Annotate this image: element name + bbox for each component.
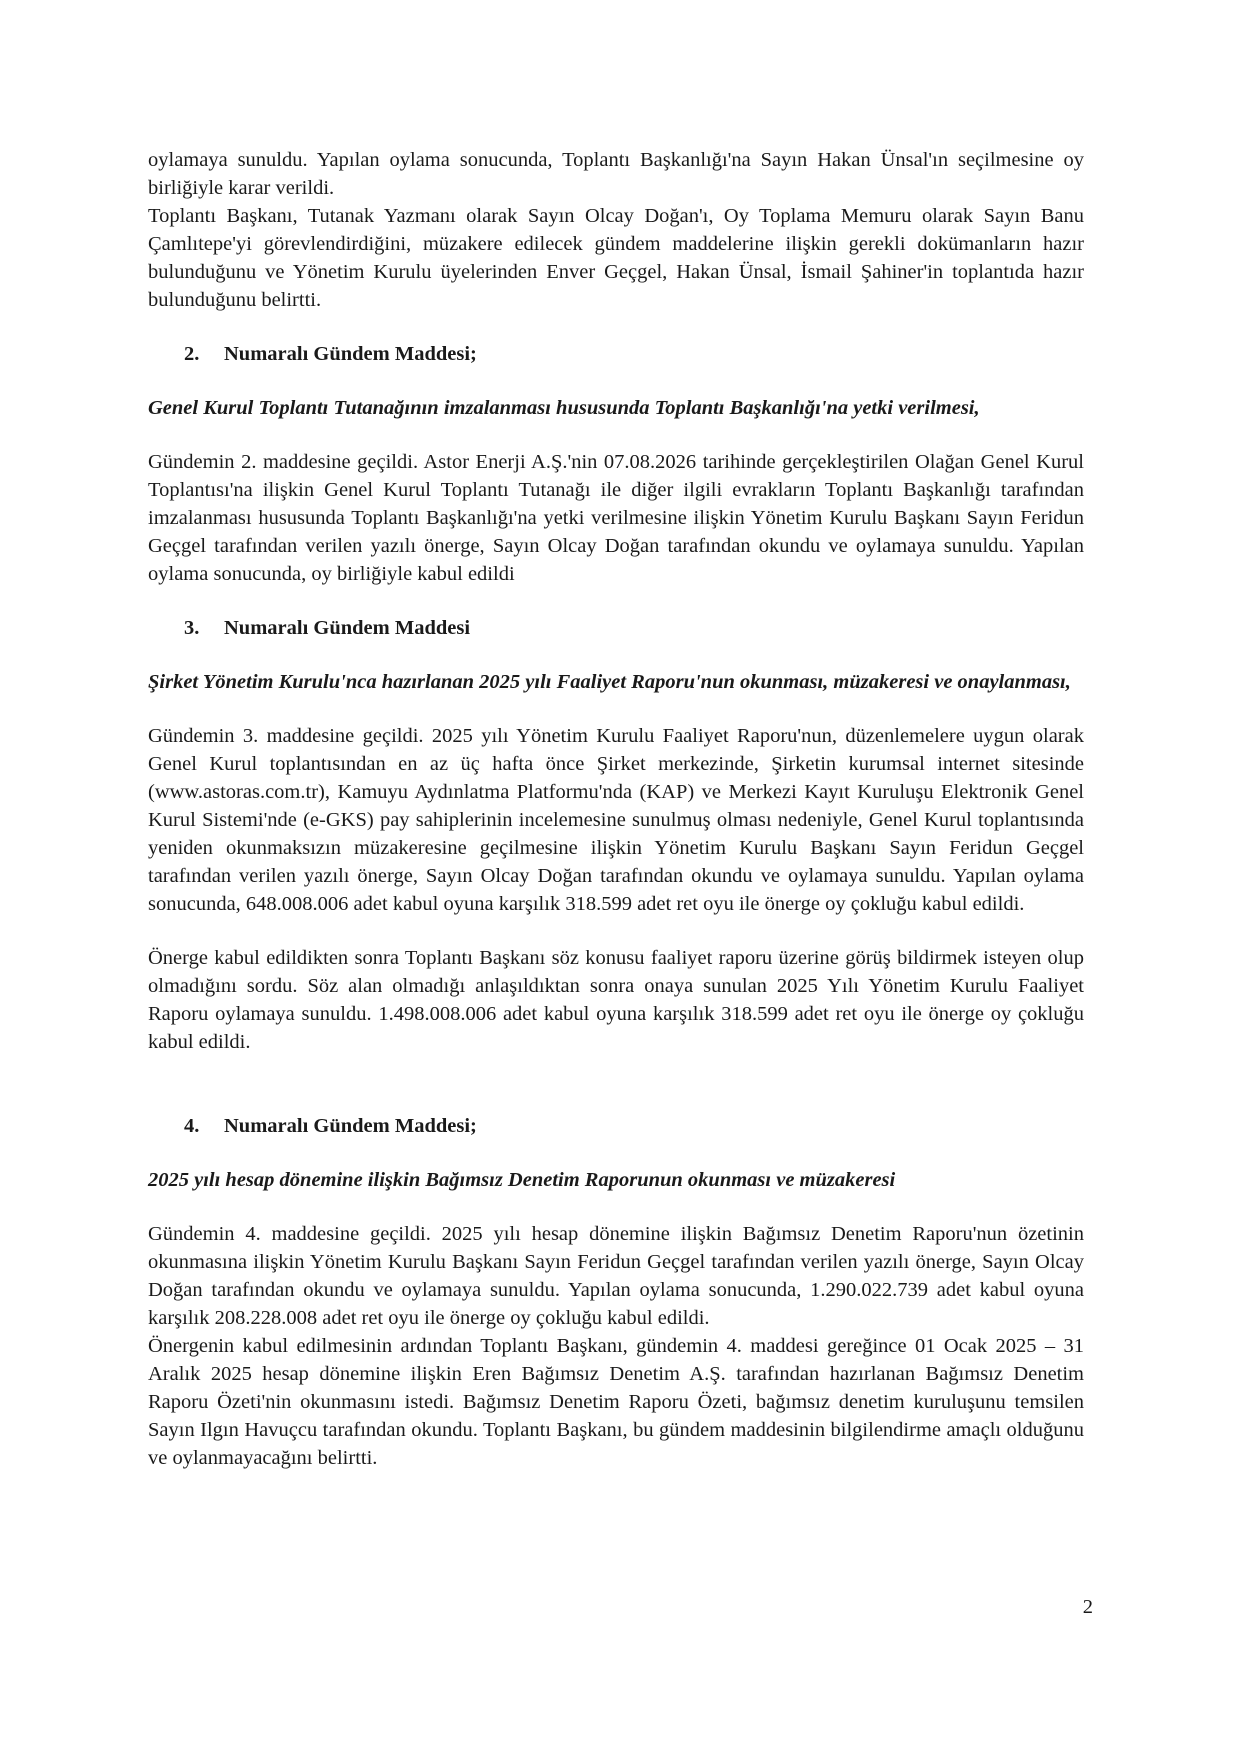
agenda-item-3-subtitle: Şirket Yönetim Kurulu'nca hazırlanan 2025 yılı Faaliyet Raporu'nun okunması, müzakeresi ve onaylanması,	[148, 671, 1071, 693]
agenda-item-2-body: Gündemin 2. maddesine geçildi. Astor Enerji A.Ş.'nin 07.08.2026 tarihinde gerçekleştirilen Olağan Genel Kurul Toplantısı'na ilişkin Genel Kurul Toplantı Tutanağı ile diğer ilgili evrakların Toplantı Başkanlığı tarafından imzalanması hususunda Toplantı Başkanlığı'na yetki verilmesine ilişkin Yönetim Kurulu Başkanı Sayın Feridun Geçgel tarafından verilen yazılı önerge, Sayın Olcay Doğan tarafından okundu ve oylamaya sunuldu. Yapılan oylama sonucunda, oy birliğiyle kabul edildi	[148, 451, 1084, 585]
agenda-item-2-heading	[148, 340, 1084, 368]
agenda-item-2-title: Numaralı Gündem Maddesi;	[224, 343, 477, 365]
agenda-item-3-heading	[148, 614, 1084, 642]
agenda-item-3-body-2: Önerge kabul edildikten sonra Toplantı Başkanı söz konusu faaliyet raporu üzerine görüş bildirmek isteyen olup olmadığını sordu. Söz alan olmadığı anlaşıldıktan sonra onaya sunulan 2025 Yılı Yönetim Kurulu Faaliyet Raporu oylamaya sunuldu. 1.498.008.006 adet kabul oyuna karşılık 318.599 adet ret oyu ile önerge oy çokluğu kabul edildi.	[148, 947, 1084, 1053]
intro-paragraph-1: oylamaya sunuldu. Yapılan oylama sonucunda, Toplantı Başkanlığı'na Sayın Hakan Ünsal'ın seçilmesine oy birliğiyle karar verildi.	[148, 149, 1084, 199]
agenda-item-3-number: 3.	[184, 617, 200, 639]
agenda-item-2-subtitle: Genel Kurul Toplantı Tutanağının imzalanması hususunda Toplantı Başkanlığı'na yetki verilmesi,	[148, 397, 980, 419]
agenda-item-4-heading	[148, 1112, 1084, 1140]
agenda-item-4-body-1: Gündemin 4. maddesine geçildi. 2025 yılı hesap dönemine ilişkin Bağımsız Denetim Raporu'nun özetinin okunmasına ilişkin Yönetim Kurulu Başkanı Sayın Feridun Geçgel tarafından verilen yazılı önerge, Sayın Olcay Doğan tarafından okundu ve oylamaya sunuldu. Yapılan oylama sonucunda, 1.290.022.739 adet kabul oyuna karşılık 208.228.008 adet ret oyu ile önerge oy çokluğu kabul edildi.	[148, 1223, 1084, 1329]
agenda-item-3-body-1: Gündemin 3. maddesine geçildi. 2025 yılı Yönetim Kurulu Faaliyet Raporu'nun, düzenlemelere uygun olarak Genel Kurul toplantısından en az üç hafta önce Şirket merkezinde, Şirketin kurumsal internet sitesinde (www.astoras.com.tr), Kamuyu Aydınlatma Platformu'nda (KAP) ve Merkezi Kayıt Kuruluşu Elektronik Genel Kurul Sistemi'nde (e-GKS) pay sahiplerinin incelemesine sunulmuş olması nedeniyle, Genel Kurul toplantısında yeniden okunmaksızın müzakeresine geçilmesine ilişkin Yönetim Kurulu Başkanı Sayın Feridun Geçgel tarafından verilen yazılı önerge, Sayın Olcay Doğan tarafından okundu ve oylamaya sunuldu. Yapılan oylama sonucunda, 648.008.006 adet kabul oyuna karşılık 318.599 adet ret oyu ile önerge oy çokluğu kabul edildi.	[148, 725, 1084, 915]
page-number: 2	[1082, 1596, 1093, 1618]
agenda-item-2-number: 2.	[184, 343, 200, 365]
document-page	[148, 146, 1084, 1472]
agenda-item-4-subtitle: 2025 yılı hesap dönemine ilişkin Bağımsız Denetim Raporunun okunması ve müzakeresi	[148, 1169, 896, 1191]
intro-paragraph-2: Toplantı Başkanı, Tutanak Yazmanı olarak Sayın Olcay Doğan'ı, Oy Toplama Memuru olarak Sayın Banu Çamlıtepe'yi görevlendirdiğini, müzakere edilecek gündem maddelerine ilişkin gerekli dokümanların hazır bulunduğunu ve Yönetim Kurulu üyelerinden Enver Geçgel, Hakan Ünsal, İsmail Şahiner'in toplantıda hazır bulunduğunu belirtti.	[148, 205, 1084, 311]
agenda-item-4-title: Numaralı Gündem Maddesi;	[224, 1115, 477, 1137]
agenda-item-4-body-2: Önergenin kabul edilmesinin ardından Toplantı Başkanı, gündemin 4. maddesi gereğince 01 Ocak 2025 – 31 Aralık 2025 hesap dönemine ilişkin Eren Bağımsız Denetim A.Ş. tarafından hazırlanan Bağımsız Denetim Raporu Özeti'nin okunmasını istedi. Bağımsız Denetim Raporu Özeti, bağımsız denetim kuruluşunu temsilen Sayın Ilgın Havuçcu tarafından okundu. Toplantı Başkanı, bu gündem maddesinin bilgilendirme amaçlı olduğunu ve oylanmayacağını belirtti.	[148, 1335, 1084, 1469]
agenda-item-3-title: Numaralı Gündem Maddesi	[224, 617, 471, 639]
agenda-item-4-number: 4.	[184, 1115, 200, 1137]
